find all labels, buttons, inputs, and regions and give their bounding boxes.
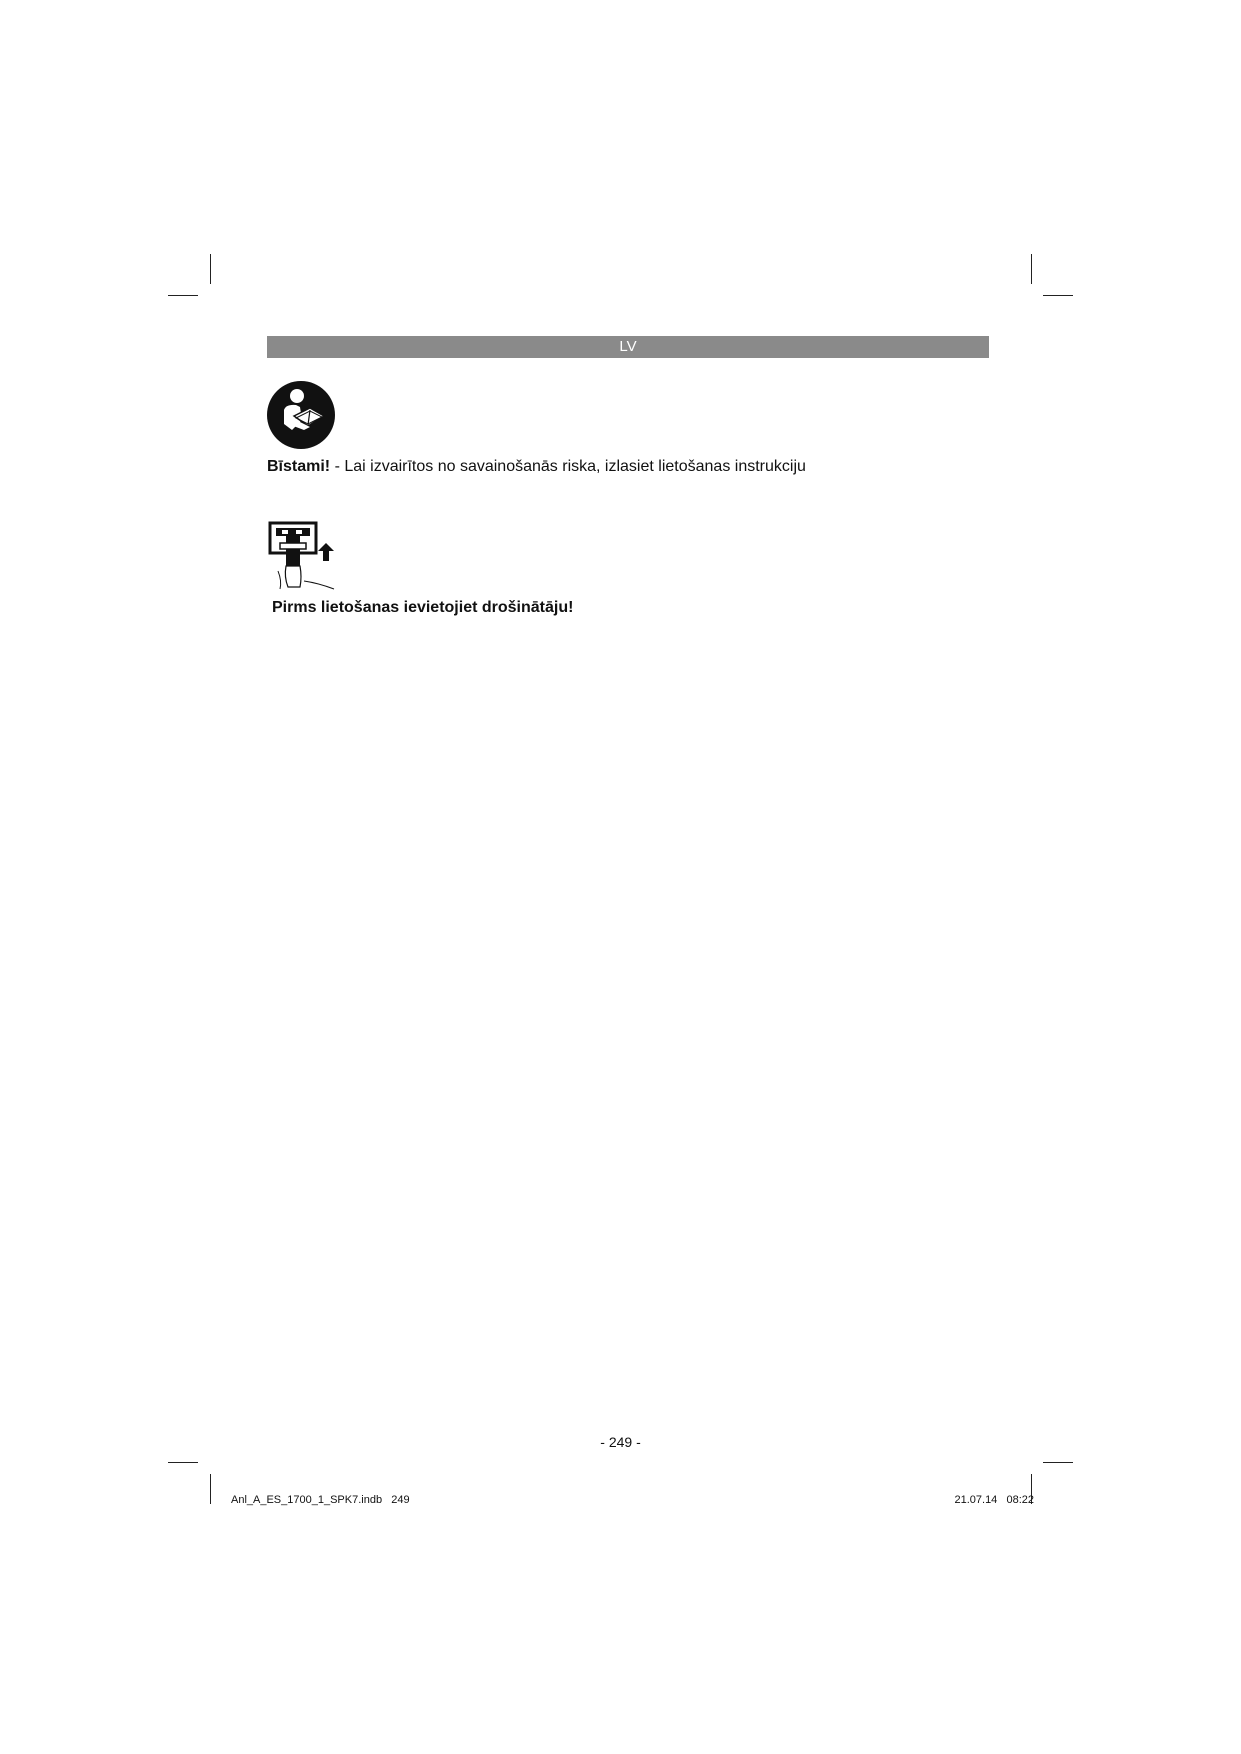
file-slug: Anl_A_ES_1700_1_SPK7.indb 249 (231, 1494, 410, 1506)
crop-mark-bottom-left-horizontal (168, 1462, 198, 1463)
date-slug: 21.07.14 08:22 (954, 1494, 1034, 1506)
crop-mark-top-left-horizontal (168, 295, 198, 296)
crop-mark-bottom-right-horizontal (1043, 1462, 1073, 1463)
page-number: - 249 - (600, 1434, 641, 1450)
language-label: LV (619, 338, 637, 355)
read-manual-icon (266, 380, 336, 450)
danger-warning (267, 457, 806, 477)
language-header-bar (267, 336, 989, 358)
insert-fuse-icon (268, 521, 338, 591)
insert-fuse-instruction: Pirms lietošanas ievietojiet drošinātāju! (272, 599, 574, 616)
crop-mark-bottom-left-vertical (210, 1474, 211, 1504)
crop-mark-top-right-horizontal (1043, 295, 1073, 296)
crop-mark-top-left-vertical (210, 254, 211, 284)
danger-text: - Lai izvairītos no savainošanās riska, izlasiet lietošanas instrukciju (330, 458, 806, 475)
danger-label: Bīstami! (267, 458, 331, 475)
crop-mark-top-right-vertical (1031, 254, 1032, 284)
